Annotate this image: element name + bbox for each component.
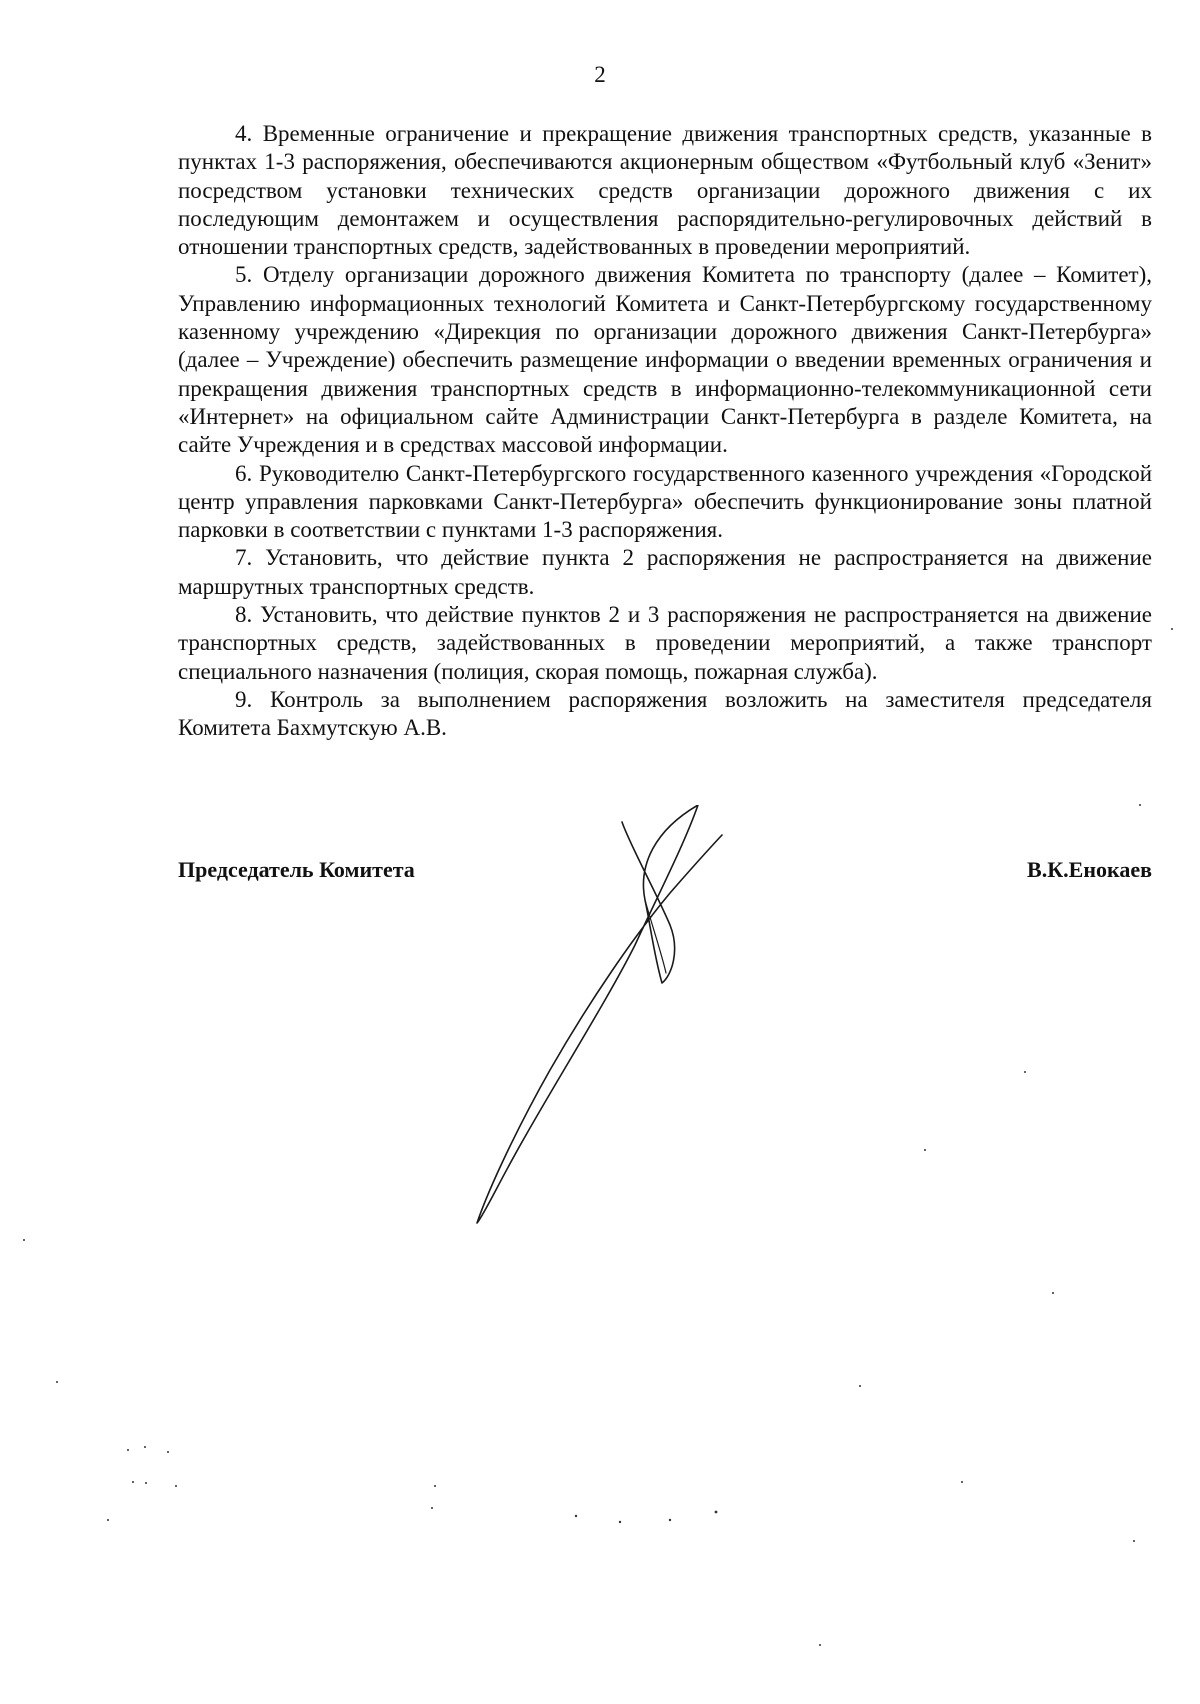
paragraph-6: 6. Руководителю Санкт-Петербургского государственного казенного учреждения «Городской центр управления парковками Санкт-Петербурга» обеспечить функционирование зоны платной парковки в соответствии с пунктами 1-3 распоряжения. bbox=[178, 460, 1152, 543]
paragraph-7: 7. Установить, что действие пункта 2 распоряжения не распространяется на движение маршрутных транспортных средств. bbox=[178, 545, 1152, 599]
signatory-name: В.К.Енокаев bbox=[1027, 857, 1152, 882]
page-number: 2 bbox=[594, 62, 606, 87]
paragraph-5: 5. Отделу организации дорожного движения Комитета по транспорту (далее – Комитет), Управлению информационных технологий Комитета и Санкт-Петербургскому государственному казенному учреждению «Дирекция по организации дорожного движения Санкт-Петербурга» (далее – Учреждение) обеспечить размещение информации о введении временных ограничения и прекращения движения транспортных средств в информационно-телекоммуникационной сети «Интернет» на официальном сайте Администрации Санкт-Петербурга в разделе Комитета, на сайте Учреждения и в средствах массовой информации. bbox=[178, 262, 1152, 458]
paragraph-8: 8. Установить, что действие пунктов 2 и 3 распоряжения не распространяется на движение транспортных средств, задействованных в проведении мероприятий, а также транспорт специального назначения (полиция, скорая помощь, пожарная служба). bbox=[178, 602, 1152, 684]
handwritten-signature bbox=[440, 805, 760, 1235]
signatory-position: Председатель Комитета bbox=[178, 857, 415, 882]
paragraph-4: 4. Временные ограничение и прекращение движения транспортных средств, указанные в пунктах 1-3 распоряжения, обеспечиваются акционерным обществом «Футбольный клуб «Зенит» посредством установки технических средств организации дорожного движения с их последующим демонтажем и осуществления распорядительно-регулировочных действий в отношении транспортных средств, задействованных в проведении мероприятий. bbox=[178, 121, 1152, 260]
document-body bbox=[178, 120, 1152, 743]
paragraph-9: 9. Контроль за выполнением распоряжения возложить на заместителя председателя Комитета Бахмутскую А.В. bbox=[178, 686, 1152, 741]
